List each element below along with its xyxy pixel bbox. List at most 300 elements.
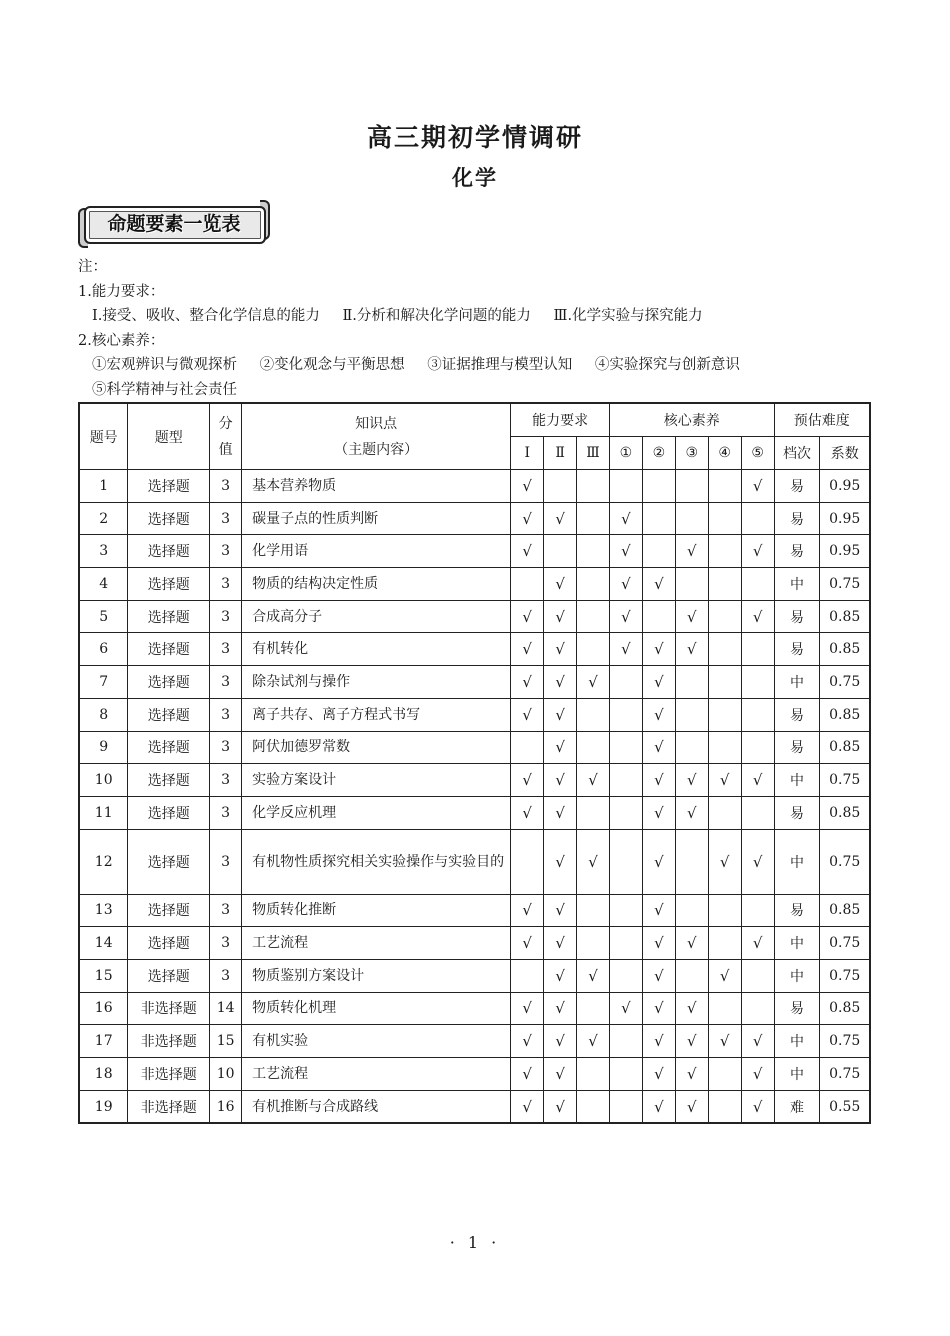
cell-literacy-5: √ (741, 600, 774, 633)
cell-ability-1: √ (511, 535, 544, 568)
cell-ability-2: √ (544, 502, 577, 535)
table-row (79, 992, 870, 1025)
cell-type: 非选择题 (128, 1090, 210, 1123)
cell-literacy-1: √ (609, 600, 642, 633)
cell-score: 3 (210, 959, 242, 992)
cell-literacy-5: √ (741, 764, 774, 797)
table-row (79, 731, 870, 764)
cell-literacy-1 (609, 1025, 642, 1058)
spec-table (78, 402, 871, 1124)
literacy-heading: 2.核心素养： (78, 332, 165, 349)
cell-topic: 物质转化机理 (242, 992, 511, 1025)
cell-ability-3: √ (577, 666, 610, 699)
cell-literacy-4 (708, 568, 741, 601)
cell-literacy-4 (708, 600, 741, 633)
cell-coef: 0.75 (820, 1025, 870, 1058)
cell-number: 17 (79, 1025, 128, 1058)
cell-literacy-5 (741, 959, 774, 992)
cell-topic: 离子共存、离子方程式书写 (242, 698, 511, 731)
cell-level: 易 (774, 796, 820, 829)
header-score (210, 403, 242, 470)
notes-section (78, 255, 740, 402)
cell-literacy-1 (609, 927, 642, 960)
cell-score: 3 (210, 927, 242, 960)
header-ability-3: Ⅲ (577, 437, 610, 470)
cell-number: 15 (79, 959, 128, 992)
cell-coef: 0.85 (820, 633, 870, 666)
cell-score: 3 (210, 698, 242, 731)
cell-type: 选择题 (128, 894, 210, 927)
page-subtitle: 化学 (452, 166, 498, 190)
cell-literacy-2: √ (642, 959, 675, 992)
cell-type: 选择题 (128, 666, 210, 699)
cell-literacy-4 (708, 1090, 741, 1123)
cell-score: 15 (210, 1025, 242, 1058)
cell-ability-1 (511, 829, 544, 894)
cell-score: 3 (210, 731, 242, 764)
cell-topic: 阿伏加德罗常数 (242, 731, 511, 764)
cell-literacy-4 (708, 927, 741, 960)
header-difficulty: 预估难度 (774, 403, 870, 437)
cell-type: 选择题 (128, 927, 210, 960)
cell-number: 6 (79, 633, 128, 666)
cell-ability-3 (577, 568, 610, 601)
cell-number: 1 (79, 470, 128, 503)
cell-topic: 物质的结构决定性质 (242, 568, 511, 601)
cell-type: 选择题 (128, 959, 210, 992)
cell-literacy-3: √ (675, 535, 708, 568)
cell-type: 选择题 (128, 796, 210, 829)
cell-coef: 0.95 (820, 535, 870, 568)
cell-score: 3 (210, 894, 242, 927)
cell-literacy-1 (609, 959, 642, 992)
table-row (79, 927, 870, 960)
cell-coef: 0.95 (820, 470, 870, 503)
cell-coef: 0.75 (820, 959, 870, 992)
cell-literacy-2: √ (642, 829, 675, 894)
cell-ability-1: √ (511, 894, 544, 927)
cell-topic: 实验方案设计 (242, 764, 511, 797)
cell-type: 选择题 (128, 698, 210, 731)
cell-level: 易 (774, 633, 820, 666)
cell-literacy-5 (741, 796, 774, 829)
cell-ability-1: √ (511, 633, 544, 666)
cell-literacy-3 (675, 502, 708, 535)
literacy-item: ⑤科学精神与社会责任 (92, 381, 237, 398)
cell-literacy-2 (642, 470, 675, 503)
literacy-item: ③证据推理与模型认知 (427, 357, 573, 373)
cell-coef: 0.75 (820, 764, 870, 797)
cell-ability-3 (577, 600, 610, 633)
cell-type: 选择题 (128, 535, 210, 568)
cell-score: 3 (210, 470, 242, 503)
table-row (79, 764, 870, 797)
cell-coef: 0.85 (820, 698, 870, 731)
cell-literacy-2: √ (642, 633, 675, 666)
cell-ability-2: √ (544, 633, 577, 666)
cell-type: 选择题 (128, 633, 210, 666)
cell-literacy-3 (675, 568, 708, 601)
cell-score: 3 (210, 568, 242, 601)
cell-literacy-5: √ (741, 927, 774, 960)
cell-score: 16 (210, 1090, 242, 1123)
cell-coef: 0.85 (820, 796, 870, 829)
cell-ability-3 (577, 535, 610, 568)
cell-literacy-5 (741, 698, 774, 731)
cell-ability-1: √ (511, 698, 544, 731)
cell-ability-2: √ (544, 1025, 577, 1058)
cell-level: 中 (774, 959, 820, 992)
cell-ability-2: √ (544, 992, 577, 1025)
table-body (79, 470, 870, 1124)
cell-number: 11 (79, 796, 128, 829)
cell-number: 8 (79, 698, 128, 731)
cell-type: 选择题 (128, 764, 210, 797)
cell-literacy-3 (675, 731, 708, 764)
cell-ability-3 (577, 894, 610, 927)
cell-score: 3 (210, 829, 242, 894)
cell-ability-2: √ (544, 796, 577, 829)
cell-type: 选择题 (128, 600, 210, 633)
cell-ability-3 (577, 698, 610, 731)
cell-ability-3 (577, 633, 610, 666)
cell-topic: 物质转化推断 (242, 894, 511, 927)
cell-ability-1: √ (511, 992, 544, 1025)
cell-type: 非选择题 (128, 992, 210, 1025)
table-row (79, 633, 870, 666)
cell-literacy-4 (708, 796, 741, 829)
cell-ability-3: √ (577, 959, 610, 992)
table-row (79, 894, 870, 927)
cell-ability-1: √ (511, 796, 544, 829)
cell-number: 13 (79, 894, 128, 927)
table-row (79, 1058, 870, 1091)
cell-ability-2: √ (544, 1090, 577, 1123)
header-knowledge-sub: （主题内容） (334, 441, 419, 458)
cell-type: 非选择题 (128, 1058, 210, 1091)
cell-ability-1 (511, 959, 544, 992)
cell-topic: 工艺流程 (242, 927, 511, 960)
cell-level: 易 (774, 698, 820, 731)
cell-ability-3: √ (577, 1025, 610, 1058)
cell-level: 易 (774, 731, 820, 764)
cell-literacy-3 (675, 698, 708, 731)
notes-label: 注： (78, 259, 107, 275)
cell-literacy-3 (675, 829, 708, 894)
cell-ability-2: √ (544, 927, 577, 960)
cell-literacy-5 (741, 666, 774, 699)
literacy-item: ④实验探究与创新意识 (594, 357, 740, 373)
cell-level: 中 (774, 568, 820, 601)
ability-item: Ⅲ.化学实验与探究能力 (553, 308, 703, 324)
header-level: 档次 (774, 437, 820, 470)
cell-coef: 0.85 (820, 894, 870, 927)
table-row (79, 568, 870, 601)
cell-level: 中 (774, 927, 820, 960)
table-row (79, 1025, 870, 1058)
table-row (79, 1090, 870, 1123)
cell-literacy-2: √ (642, 927, 675, 960)
page-title: 高三期初学情调研 (366, 123, 583, 152)
cell-topic: 基本营养物质 (242, 470, 511, 503)
table-row (79, 470, 870, 503)
cell-score: 3 (210, 600, 242, 633)
header-ability-2: Ⅱ (544, 437, 577, 470)
cell-ability-1: √ (511, 666, 544, 699)
cell-topic: 化学用语 (242, 535, 511, 568)
header-type: 题型 (128, 403, 210, 470)
header-literacy-5: ⑤ (741, 437, 774, 470)
literacy-list (78, 353, 740, 378)
cell-literacy-1 (609, 1090, 642, 1123)
cell-literacy-2: √ (642, 796, 675, 829)
cell-topic: 有机实验 (242, 1025, 511, 1058)
cell-ability-3 (577, 470, 610, 503)
cell-literacy-3: √ (675, 1025, 708, 1058)
cell-literacy-2: √ (642, 666, 675, 699)
cell-literacy-1 (609, 1058, 642, 1091)
cell-type: 选择题 (128, 829, 210, 894)
cell-literacy-3: √ (675, 1058, 708, 1091)
cell-literacy-2: √ (642, 764, 675, 797)
cell-ability-2: √ (544, 666, 577, 699)
cell-level: 易 (774, 535, 820, 568)
cell-topic: 化学反应机理 (242, 796, 511, 829)
cell-number: 14 (79, 927, 128, 960)
cell-level: 中 (774, 829, 820, 894)
cell-ability-1: √ (511, 1025, 544, 1058)
cell-score: 3 (210, 502, 242, 535)
cell-literacy-5 (741, 992, 774, 1025)
header-knowledge (242, 403, 511, 470)
cell-level: 中 (774, 764, 820, 797)
cell-number: 12 (79, 829, 128, 894)
cell-ability-1 (511, 731, 544, 764)
cell-literacy-2: √ (642, 1058, 675, 1091)
header-literacy-1: ① (609, 437, 642, 470)
header-coef: 系数 (820, 437, 870, 470)
cell-level: 中 (774, 666, 820, 699)
cell-coef: 0.55 (820, 1090, 870, 1123)
cell-coef: 0.75 (820, 1058, 870, 1091)
cell-literacy-5: √ (741, 1090, 774, 1123)
cell-literacy-1 (609, 894, 642, 927)
cell-ability-2: √ (544, 568, 577, 601)
cell-literacy-1 (609, 829, 642, 894)
cell-ability-2: √ (544, 894, 577, 927)
cell-number: 4 (79, 568, 128, 601)
header-ability: 能力要求 (511, 403, 610, 437)
cell-topic: 工艺流程 (242, 1058, 511, 1091)
header-number: 题号 (79, 403, 128, 470)
cell-topic: 物质鉴别方案设计 (242, 959, 511, 992)
cell-coef: 0.75 (820, 568, 870, 601)
cell-type: 选择题 (128, 470, 210, 503)
cell-literacy-4 (708, 894, 741, 927)
cell-literacy-2: √ (642, 992, 675, 1025)
header-literacy: 核心素养 (609, 403, 774, 437)
section-banner (78, 198, 270, 248)
banner-title: 命题要素一览表 (107, 213, 241, 235)
cell-literacy-2: √ (642, 1025, 675, 1058)
cell-ability-1: √ (511, 502, 544, 535)
cell-literacy-2 (642, 502, 675, 535)
cell-ability-1: √ (511, 1058, 544, 1091)
cell-literacy-1: √ (609, 633, 642, 666)
cell-ability-1: √ (511, 927, 544, 960)
cell-level: 中 (774, 1058, 820, 1091)
cell-level: 易 (774, 600, 820, 633)
cell-ability-2: √ (544, 764, 577, 797)
cell-ability-2: √ (544, 829, 577, 894)
cell-number: 10 (79, 764, 128, 797)
cell-ability-2: √ (544, 600, 577, 633)
literacy-item: ①宏观辨识与微观探析 (92, 357, 237, 373)
cell-ability-2 (544, 535, 577, 568)
cell-literacy-2 (642, 600, 675, 633)
cell-literacy-1 (609, 470, 642, 503)
cell-literacy-4 (708, 502, 741, 535)
cell-literacy-1 (609, 666, 642, 699)
cell-coef: 0.75 (820, 829, 870, 894)
cell-number: 2 (79, 502, 128, 535)
cell-ability-3 (577, 731, 610, 764)
cell-literacy-3 (675, 894, 708, 927)
cell-literacy-4 (708, 698, 741, 731)
cell-ability-1: √ (511, 470, 544, 503)
cell-coef: 0.75 (820, 927, 870, 960)
cell-type: 选择题 (128, 731, 210, 764)
cell-literacy-3: √ (675, 633, 708, 666)
cell-ability-2: √ (544, 698, 577, 731)
cell-literacy-1: √ (609, 535, 642, 568)
cell-ability-1: √ (511, 764, 544, 797)
cell-number: 5 (79, 600, 128, 633)
table-row (79, 535, 870, 568)
cell-literacy-1 (609, 764, 642, 797)
ability-item: Ⅱ.分析和解决化学问题的能力 (342, 308, 531, 324)
table-row (79, 829, 870, 894)
cell-literacy-5: √ (741, 535, 774, 568)
table-row (79, 698, 870, 731)
cell-literacy-5: √ (741, 829, 774, 894)
cell-literacy-3: √ (675, 796, 708, 829)
cell-literacy-5: √ (741, 1025, 774, 1058)
cell-ability-3 (577, 927, 610, 960)
cell-topic: 有机转化 (242, 633, 511, 666)
cell-literacy-4 (708, 666, 741, 699)
cell-coef: 0.85 (820, 600, 870, 633)
cell-literacy-5 (741, 731, 774, 764)
cell-literacy-4 (708, 731, 741, 764)
cell-literacy-1 (609, 698, 642, 731)
cell-literacy-3: √ (675, 992, 708, 1025)
cell-literacy-3 (675, 959, 708, 992)
cell-number: 3 (79, 535, 128, 568)
cell-literacy-2: √ (642, 731, 675, 764)
cell-type: 选择题 (128, 568, 210, 601)
cell-ability-2: √ (544, 731, 577, 764)
cell-literacy-4 (708, 1058, 741, 1091)
page-number: · 1 · (449, 1233, 501, 1252)
cell-score: 3 (210, 535, 242, 568)
cell-literacy-3 (675, 470, 708, 503)
literacy-list-cont (78, 378, 740, 403)
cell-literacy-2: √ (642, 698, 675, 731)
cell-literacy-4 (708, 633, 741, 666)
cell-ability-3: √ (577, 764, 610, 797)
cell-ability-2: √ (544, 1058, 577, 1091)
literacy-item: ②变化观念与平衡思想 (259, 357, 405, 373)
cell-ability-3: √ (577, 829, 610, 894)
cell-literacy-4 (708, 470, 741, 503)
cell-ability-3 (577, 502, 610, 535)
ability-heading: 1.能力要求： (78, 283, 165, 300)
cell-number: 16 (79, 992, 128, 1025)
cell-level: 易 (774, 992, 820, 1025)
cell-ability-1 (511, 568, 544, 601)
header-literacy-4: ④ (708, 437, 741, 470)
cell-coef: 0.95 (820, 502, 870, 535)
cell-ability-2 (544, 470, 577, 503)
cell-literacy-5 (741, 894, 774, 927)
cell-literacy-2: √ (642, 1090, 675, 1123)
cell-coef: 0.85 (820, 731, 870, 764)
cell-literacy-5: √ (741, 1058, 774, 1091)
table-row (79, 600, 870, 633)
cell-literacy-5 (741, 568, 774, 601)
header-knowledge-title: 知识点 (355, 415, 398, 432)
cell-literacy-4: √ (708, 764, 741, 797)
cell-ability-1: √ (511, 600, 544, 633)
cell-score: 14 (210, 992, 242, 1025)
cell-topic: 碳量子点的性质判断 (242, 502, 511, 535)
cell-level: 难 (774, 1090, 820, 1123)
header-literacy-2: ② (642, 437, 675, 470)
cell-level: 易 (774, 894, 820, 927)
ability-item: Ⅰ.接受、吸收、整合化学信息的能力 (92, 308, 320, 324)
cell-ability-3 (577, 992, 610, 1025)
cell-literacy-5 (741, 502, 774, 535)
cell-ability-3 (577, 1090, 610, 1123)
cell-type: 非选择题 (128, 1025, 210, 1058)
cell-score: 3 (210, 666, 242, 699)
cell-literacy-3: √ (675, 927, 708, 960)
table-row (79, 502, 870, 535)
cell-score: 3 (210, 764, 242, 797)
cell-literacy-4 (708, 992, 741, 1025)
cell-literacy-3: √ (675, 764, 708, 797)
cell-score: 3 (210, 633, 242, 666)
cell-literacy-5: √ (741, 470, 774, 503)
cell-literacy-4: √ (708, 1025, 741, 1058)
cell-ability-1: √ (511, 1090, 544, 1123)
cell-literacy-2 (642, 535, 675, 568)
table-row (79, 666, 870, 699)
cell-literacy-2: √ (642, 568, 675, 601)
header-literacy-3: ③ (675, 437, 708, 470)
cell-literacy-1: √ (609, 502, 642, 535)
cell-ability-2: √ (544, 959, 577, 992)
cell-number: 9 (79, 731, 128, 764)
cell-number: 7 (79, 666, 128, 699)
cell-literacy-3: √ (675, 1090, 708, 1123)
cell-literacy-3: √ (675, 600, 708, 633)
cell-level: 中 (774, 1025, 820, 1058)
cell-literacy-3 (675, 666, 708, 699)
cell-literacy-1: √ (609, 992, 642, 1025)
cell-level: 易 (774, 502, 820, 535)
